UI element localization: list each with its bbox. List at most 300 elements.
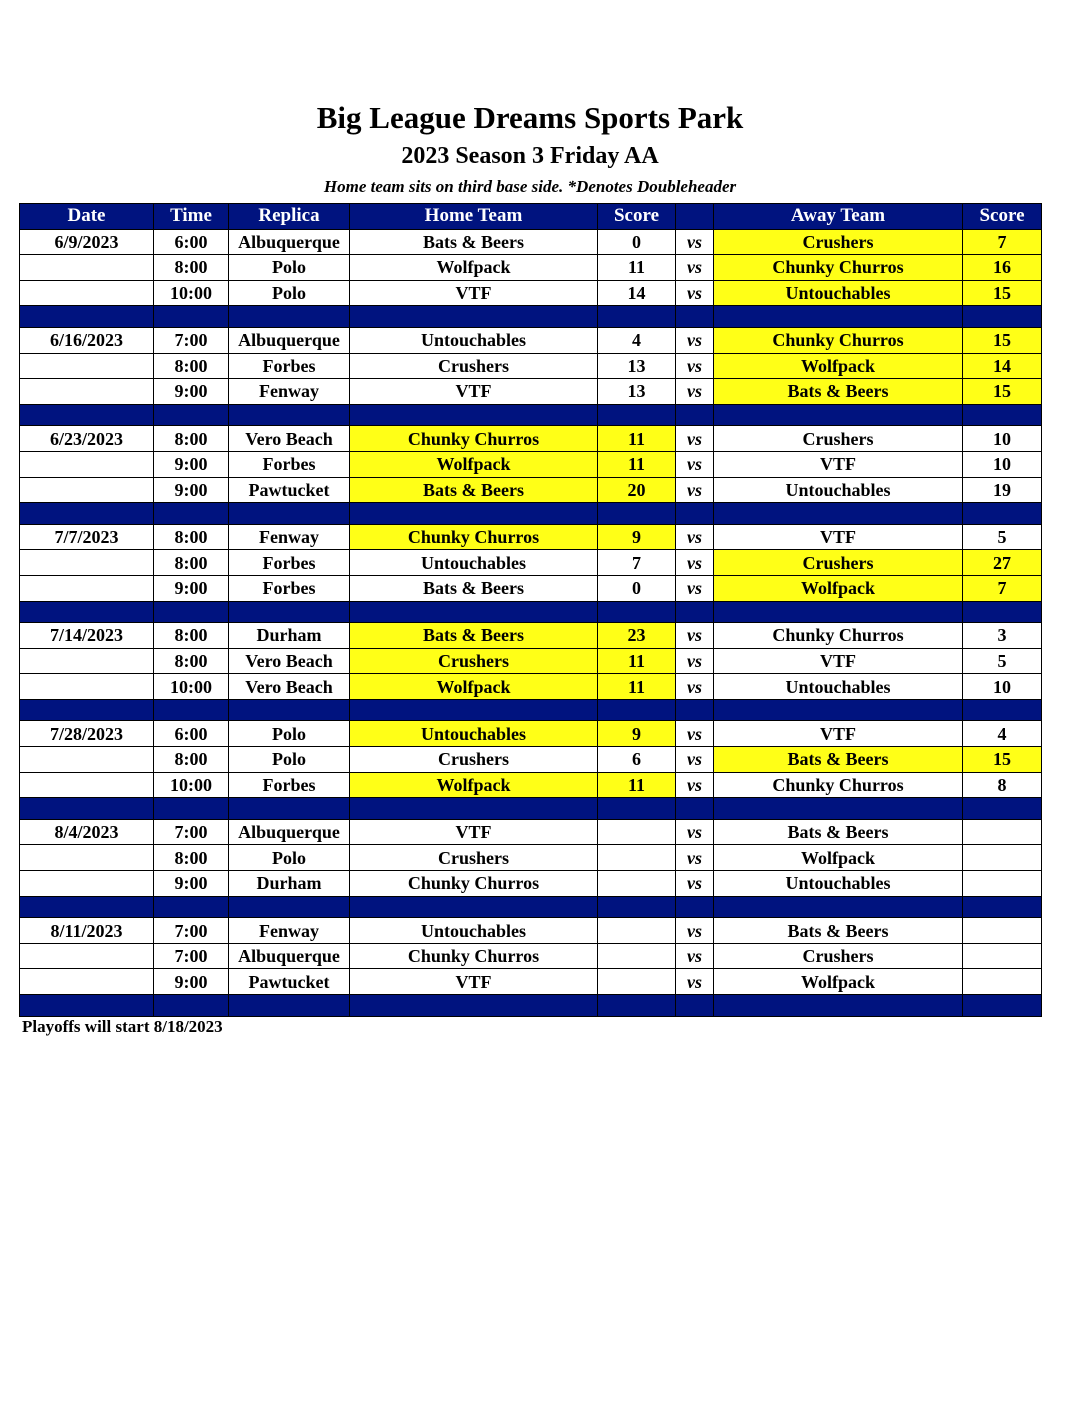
game-row bbox=[20, 353, 1042, 379]
header-time: Time bbox=[154, 204, 229, 230]
separator-cell bbox=[598, 601, 676, 623]
game-time: 8:00 bbox=[154, 255, 229, 281]
game-date: 8/4/2023 bbox=[20, 819, 154, 845]
game-row bbox=[20, 648, 1042, 674]
away-team: Crushers bbox=[714, 550, 963, 576]
game-row bbox=[20, 623, 1042, 649]
away-score: 10 bbox=[963, 451, 1042, 477]
home-score: 11 bbox=[598, 674, 676, 700]
home-score: 11 bbox=[598, 255, 676, 281]
away-score: 4 bbox=[963, 721, 1042, 747]
game-time: 10:00 bbox=[154, 674, 229, 700]
away-score bbox=[963, 819, 1042, 845]
schedule-table bbox=[19, 203, 1042, 1017]
game-row bbox=[20, 255, 1042, 281]
home-team: VTF bbox=[350, 379, 598, 405]
game-date bbox=[20, 353, 154, 379]
home-score: 14 bbox=[598, 280, 676, 306]
game-date: 7/7/2023 bbox=[20, 524, 154, 550]
game-row bbox=[20, 747, 1042, 773]
separator-cell bbox=[598, 798, 676, 820]
game-replica: Forbes bbox=[229, 451, 350, 477]
away-score bbox=[963, 845, 1042, 871]
vs-label: vs bbox=[676, 229, 714, 255]
game-replica: Albuquerque bbox=[229, 819, 350, 845]
game-replica: Albuquerque bbox=[229, 327, 350, 353]
home-team: Wolfpack bbox=[350, 255, 598, 281]
vs-label: vs bbox=[676, 280, 714, 306]
separator-cell bbox=[20, 601, 154, 623]
game-row bbox=[20, 280, 1042, 306]
separator-cell bbox=[154, 896, 229, 918]
away-team: Bats & Beers bbox=[714, 819, 963, 845]
separator-cell bbox=[350, 995, 598, 1017]
game-date: 6/23/2023 bbox=[20, 426, 154, 452]
vs-label: vs bbox=[676, 524, 714, 550]
home-team: VTF bbox=[350, 819, 598, 845]
away-team: Wolfpack bbox=[714, 575, 963, 601]
home-team: VTF bbox=[350, 280, 598, 306]
away-score bbox=[963, 871, 1042, 897]
vs-label: vs bbox=[676, 747, 714, 773]
away-team: VTF bbox=[714, 524, 963, 550]
vs-label: vs bbox=[676, 451, 714, 477]
home-team: Chunky Churros bbox=[350, 426, 598, 452]
away-score: 10 bbox=[963, 426, 1042, 452]
home-team: Crushers bbox=[350, 353, 598, 379]
vs-label: vs bbox=[676, 721, 714, 747]
home-score: 20 bbox=[598, 477, 676, 503]
vs-label: vs bbox=[676, 353, 714, 379]
home-team: Untouchables bbox=[350, 918, 598, 944]
away-score: 5 bbox=[963, 648, 1042, 674]
season-subtitle: 2023 Season 3 Friday AA bbox=[401, 143, 659, 169]
game-row bbox=[20, 674, 1042, 700]
home-team-note: Home team sits on third base side. *Denotes Doubleheader bbox=[323, 177, 737, 196]
game-time: 6:00 bbox=[154, 229, 229, 255]
game-replica: Forbes bbox=[229, 772, 350, 798]
separator-cell bbox=[154, 503, 229, 525]
game-date bbox=[20, 648, 154, 674]
game-time: 8:00 bbox=[154, 623, 229, 649]
separator-cell bbox=[20, 404, 154, 426]
separator-cell bbox=[676, 601, 714, 623]
separator-cell bbox=[963, 798, 1042, 820]
header-away-team: Away Team bbox=[714, 204, 963, 230]
home-score bbox=[598, 969, 676, 995]
game-time: 7:00 bbox=[154, 918, 229, 944]
away-score: 15 bbox=[963, 379, 1042, 405]
separator-cell bbox=[350, 798, 598, 820]
game-row bbox=[20, 379, 1042, 405]
game-replica: Vero Beach bbox=[229, 674, 350, 700]
game-time: 9:00 bbox=[154, 379, 229, 405]
away-team: Chunky Churros bbox=[714, 623, 963, 649]
separator-cell bbox=[714, 601, 963, 623]
separator-cell bbox=[676, 798, 714, 820]
game-time: 10:00 bbox=[154, 280, 229, 306]
separator-cell bbox=[676, 306, 714, 328]
home-score: 13 bbox=[598, 353, 676, 379]
away-team: VTF bbox=[714, 648, 963, 674]
game-row bbox=[20, 772, 1042, 798]
separator-cell bbox=[229, 503, 350, 525]
home-score: 6 bbox=[598, 747, 676, 773]
game-row bbox=[20, 327, 1042, 353]
vs-label: vs bbox=[676, 550, 714, 576]
header-row bbox=[20, 204, 1042, 230]
game-replica: Polo bbox=[229, 280, 350, 306]
away-score: 3 bbox=[963, 623, 1042, 649]
away-team: Wolfpack bbox=[714, 353, 963, 379]
away-score: 15 bbox=[963, 747, 1042, 773]
home-score: 0 bbox=[598, 229, 676, 255]
separator-cell bbox=[20, 503, 154, 525]
away-score: 5 bbox=[963, 524, 1042, 550]
vs-label: vs bbox=[676, 918, 714, 944]
game-time: 9:00 bbox=[154, 871, 229, 897]
vs-label: vs bbox=[676, 426, 714, 452]
home-score: 7 bbox=[598, 550, 676, 576]
home-score bbox=[598, 918, 676, 944]
separator-cell bbox=[154, 306, 229, 328]
home-score: 4 bbox=[598, 327, 676, 353]
game-row bbox=[20, 871, 1042, 897]
vs-label: vs bbox=[676, 871, 714, 897]
separator-cell bbox=[676, 699, 714, 721]
away-score: 15 bbox=[963, 327, 1042, 353]
away-team: Bats & Beers bbox=[714, 379, 963, 405]
game-date bbox=[20, 871, 154, 897]
game-row bbox=[20, 575, 1042, 601]
separator-cell bbox=[598, 503, 676, 525]
home-team: Chunky Churros bbox=[350, 871, 598, 897]
game-row bbox=[20, 969, 1042, 995]
vs-label: vs bbox=[676, 379, 714, 405]
separator-cell bbox=[229, 404, 350, 426]
home-team: Crushers bbox=[350, 747, 598, 773]
vs-label: vs bbox=[676, 255, 714, 281]
home-team: Untouchables bbox=[350, 327, 598, 353]
game-time: 8:00 bbox=[154, 353, 229, 379]
away-team: Chunky Churros bbox=[714, 327, 963, 353]
separator-cell bbox=[229, 699, 350, 721]
game-replica: Durham bbox=[229, 871, 350, 897]
away-score: 10 bbox=[963, 674, 1042, 700]
separator-cell bbox=[714, 699, 963, 721]
home-team: Untouchables bbox=[350, 721, 598, 747]
separator-cell bbox=[598, 404, 676, 426]
separator-cell bbox=[676, 404, 714, 426]
home-team: Wolfpack bbox=[350, 772, 598, 798]
game-row bbox=[20, 550, 1042, 576]
game-replica: Fenway bbox=[229, 524, 350, 550]
home-score bbox=[598, 943, 676, 969]
away-team: VTF bbox=[714, 721, 963, 747]
header-home-team: Home Team bbox=[350, 204, 598, 230]
game-replica: Forbes bbox=[229, 353, 350, 379]
home-score: 13 bbox=[598, 379, 676, 405]
vs-label: vs bbox=[676, 648, 714, 674]
header-replica: Replica bbox=[229, 204, 350, 230]
separator-cell bbox=[154, 404, 229, 426]
vs-label: vs bbox=[676, 623, 714, 649]
separator-cell bbox=[676, 995, 714, 1017]
separator-cell bbox=[350, 896, 598, 918]
home-score bbox=[598, 845, 676, 871]
away-score: 19 bbox=[963, 477, 1042, 503]
away-team: Untouchables bbox=[714, 280, 963, 306]
separator-cell bbox=[676, 503, 714, 525]
separator-cell bbox=[714, 995, 963, 1017]
separator-cell bbox=[154, 798, 229, 820]
vs-label: vs bbox=[676, 674, 714, 700]
separator-cell bbox=[598, 896, 676, 918]
game-replica: Durham bbox=[229, 623, 350, 649]
game-date bbox=[20, 477, 154, 503]
header-away-score: Score bbox=[963, 204, 1042, 230]
away-team: Untouchables bbox=[714, 871, 963, 897]
separator-cell bbox=[963, 699, 1042, 721]
game-date bbox=[20, 747, 154, 773]
game-replica: Albuquerque bbox=[229, 229, 350, 255]
game-replica: Polo bbox=[229, 747, 350, 773]
home-team: Untouchables bbox=[350, 550, 598, 576]
game-date bbox=[20, 845, 154, 871]
game-time: 8:00 bbox=[154, 747, 229, 773]
home-team: Bats & Beers bbox=[350, 623, 598, 649]
game-time: 9:00 bbox=[154, 575, 229, 601]
game-date bbox=[20, 674, 154, 700]
game-replica: Pawtucket bbox=[229, 969, 350, 995]
home-team: Bats & Beers bbox=[350, 575, 598, 601]
away-score: 7 bbox=[963, 229, 1042, 255]
separator-cell bbox=[350, 503, 598, 525]
week-separator-row bbox=[20, 896, 1042, 918]
separator-cell bbox=[20, 699, 154, 721]
separator-cell bbox=[20, 306, 154, 328]
game-row bbox=[20, 943, 1042, 969]
separator-cell bbox=[229, 798, 350, 820]
vs-label: vs bbox=[676, 819, 714, 845]
separator-cell bbox=[714, 896, 963, 918]
away-team: Wolfpack bbox=[714, 845, 963, 871]
vs-label: vs bbox=[676, 772, 714, 798]
game-date: 6/9/2023 bbox=[20, 229, 154, 255]
home-score: 0 bbox=[598, 575, 676, 601]
game-time: 7:00 bbox=[154, 819, 229, 845]
game-date bbox=[20, 550, 154, 576]
away-team: Chunky Churros bbox=[714, 255, 963, 281]
separator-cell bbox=[963, 503, 1042, 525]
separator-cell bbox=[229, 896, 350, 918]
game-date: 8/11/2023 bbox=[20, 918, 154, 944]
separator-cell bbox=[963, 896, 1042, 918]
game-date bbox=[20, 575, 154, 601]
game-replica: Vero Beach bbox=[229, 648, 350, 674]
separator-cell bbox=[20, 995, 154, 1017]
game-time: 8:00 bbox=[154, 550, 229, 576]
separator-cell bbox=[350, 306, 598, 328]
week-separator-row bbox=[20, 798, 1042, 820]
home-team: Chunky Churros bbox=[350, 524, 598, 550]
home-score bbox=[598, 871, 676, 897]
separator-cell bbox=[154, 601, 229, 623]
separator-cell bbox=[714, 306, 963, 328]
away-score: 7 bbox=[963, 575, 1042, 601]
schedule-body bbox=[20, 229, 1042, 1016]
game-time: 8:00 bbox=[154, 524, 229, 550]
week-separator-row bbox=[20, 503, 1042, 525]
home-score: 23 bbox=[598, 623, 676, 649]
separator-cell bbox=[598, 699, 676, 721]
away-score: 14 bbox=[963, 353, 1042, 379]
game-row bbox=[20, 229, 1042, 255]
game-time: 10:00 bbox=[154, 772, 229, 798]
game-date bbox=[20, 943, 154, 969]
game-date bbox=[20, 969, 154, 995]
game-replica: Forbes bbox=[229, 550, 350, 576]
header-home-score: Score bbox=[598, 204, 676, 230]
game-time: 9:00 bbox=[154, 969, 229, 995]
game-replica: Fenway bbox=[229, 379, 350, 405]
away-team: Bats & Beers bbox=[714, 918, 963, 944]
separator-cell bbox=[350, 404, 598, 426]
vs-label: vs bbox=[676, 575, 714, 601]
game-date bbox=[20, 379, 154, 405]
header-date: Date bbox=[20, 204, 154, 230]
game-time: 7:00 bbox=[154, 327, 229, 353]
away-score bbox=[963, 918, 1042, 944]
game-date: 7/14/2023 bbox=[20, 623, 154, 649]
away-team: Untouchables bbox=[714, 477, 963, 503]
vs-label: vs bbox=[676, 845, 714, 871]
game-row bbox=[20, 477, 1042, 503]
game-replica: Forbes bbox=[229, 575, 350, 601]
week-separator-row bbox=[20, 404, 1042, 426]
separator-cell bbox=[20, 798, 154, 820]
separator-cell bbox=[963, 995, 1042, 1017]
away-team: Crushers bbox=[714, 943, 963, 969]
game-replica: Vero Beach bbox=[229, 426, 350, 452]
home-score: 9 bbox=[598, 721, 676, 747]
away-score bbox=[963, 943, 1042, 969]
away-team: Untouchables bbox=[714, 674, 963, 700]
game-date bbox=[20, 772, 154, 798]
game-date bbox=[20, 280, 154, 306]
game-row bbox=[20, 721, 1042, 747]
separator-cell bbox=[154, 995, 229, 1017]
game-time: 9:00 bbox=[154, 477, 229, 503]
away-team: Crushers bbox=[714, 229, 963, 255]
home-team: Wolfpack bbox=[350, 674, 598, 700]
home-score: 11 bbox=[598, 451, 676, 477]
vs-label: vs bbox=[676, 969, 714, 995]
home-team: Wolfpack bbox=[350, 451, 598, 477]
game-time: 9:00 bbox=[154, 451, 229, 477]
week-separator-row bbox=[20, 699, 1042, 721]
home-score: 11 bbox=[598, 648, 676, 674]
separator-cell bbox=[229, 306, 350, 328]
home-team: Crushers bbox=[350, 845, 598, 871]
separator-cell bbox=[20, 896, 154, 918]
separator-cell bbox=[714, 503, 963, 525]
separator-cell bbox=[963, 601, 1042, 623]
vs-label: vs bbox=[676, 327, 714, 353]
separator-cell bbox=[229, 601, 350, 623]
away-score bbox=[963, 969, 1042, 995]
away-score: 8 bbox=[963, 772, 1042, 798]
separator-cell bbox=[714, 404, 963, 426]
game-date: 7/28/2023 bbox=[20, 721, 154, 747]
separator-cell bbox=[963, 404, 1042, 426]
game-row bbox=[20, 819, 1042, 845]
home-team: Bats & Beers bbox=[350, 477, 598, 503]
game-date bbox=[20, 451, 154, 477]
separator-cell bbox=[598, 306, 676, 328]
game-date bbox=[20, 255, 154, 281]
away-score: 27 bbox=[963, 550, 1042, 576]
game-time: 7:00 bbox=[154, 943, 229, 969]
game-row bbox=[20, 426, 1042, 452]
game-replica: Albuquerque bbox=[229, 943, 350, 969]
home-score: 11 bbox=[598, 772, 676, 798]
home-team: Bats & Beers bbox=[350, 229, 598, 255]
week-separator-row bbox=[20, 995, 1042, 1017]
away-team: Crushers bbox=[714, 426, 963, 452]
game-replica: Pawtucket bbox=[229, 477, 350, 503]
game-time: 8:00 bbox=[154, 845, 229, 871]
game-replica: Polo bbox=[229, 845, 350, 871]
playoffs-note: Playoffs will start 8/18/2023 bbox=[22, 1017, 223, 1036]
week-separator-row bbox=[20, 306, 1042, 328]
away-team: VTF bbox=[714, 451, 963, 477]
game-row bbox=[20, 918, 1042, 944]
home-team: Chunky Churros bbox=[350, 943, 598, 969]
header-vs bbox=[676, 204, 714, 230]
week-separator-row bbox=[20, 601, 1042, 623]
home-score bbox=[598, 819, 676, 845]
separator-cell bbox=[154, 699, 229, 721]
game-row bbox=[20, 451, 1042, 477]
separator-cell bbox=[598, 995, 676, 1017]
separator-cell bbox=[350, 699, 598, 721]
game-replica: Polo bbox=[229, 721, 350, 747]
separator-cell bbox=[229, 995, 350, 1017]
separator-cell bbox=[350, 601, 598, 623]
separator-cell bbox=[676, 896, 714, 918]
away-score: 15 bbox=[963, 280, 1042, 306]
away-score: 16 bbox=[963, 255, 1042, 281]
game-time: 6:00 bbox=[154, 721, 229, 747]
away-team: Bats & Beers bbox=[714, 747, 963, 773]
game-replica: Fenway bbox=[229, 918, 350, 944]
vs-label: vs bbox=[676, 943, 714, 969]
away-team: Wolfpack bbox=[714, 969, 963, 995]
game-row bbox=[20, 524, 1042, 550]
home-team: VTF bbox=[350, 969, 598, 995]
home-score: 11 bbox=[598, 426, 676, 452]
page-title: Big League Dreams Sports Park bbox=[316, 100, 744, 135]
vs-label: vs bbox=[676, 477, 714, 503]
separator-cell bbox=[714, 798, 963, 820]
home-score: 9 bbox=[598, 524, 676, 550]
home-team: Crushers bbox=[350, 648, 598, 674]
game-time: 8:00 bbox=[154, 648, 229, 674]
game-replica: Polo bbox=[229, 255, 350, 281]
game-time: 8:00 bbox=[154, 426, 229, 452]
game-date: 6/16/2023 bbox=[20, 327, 154, 353]
